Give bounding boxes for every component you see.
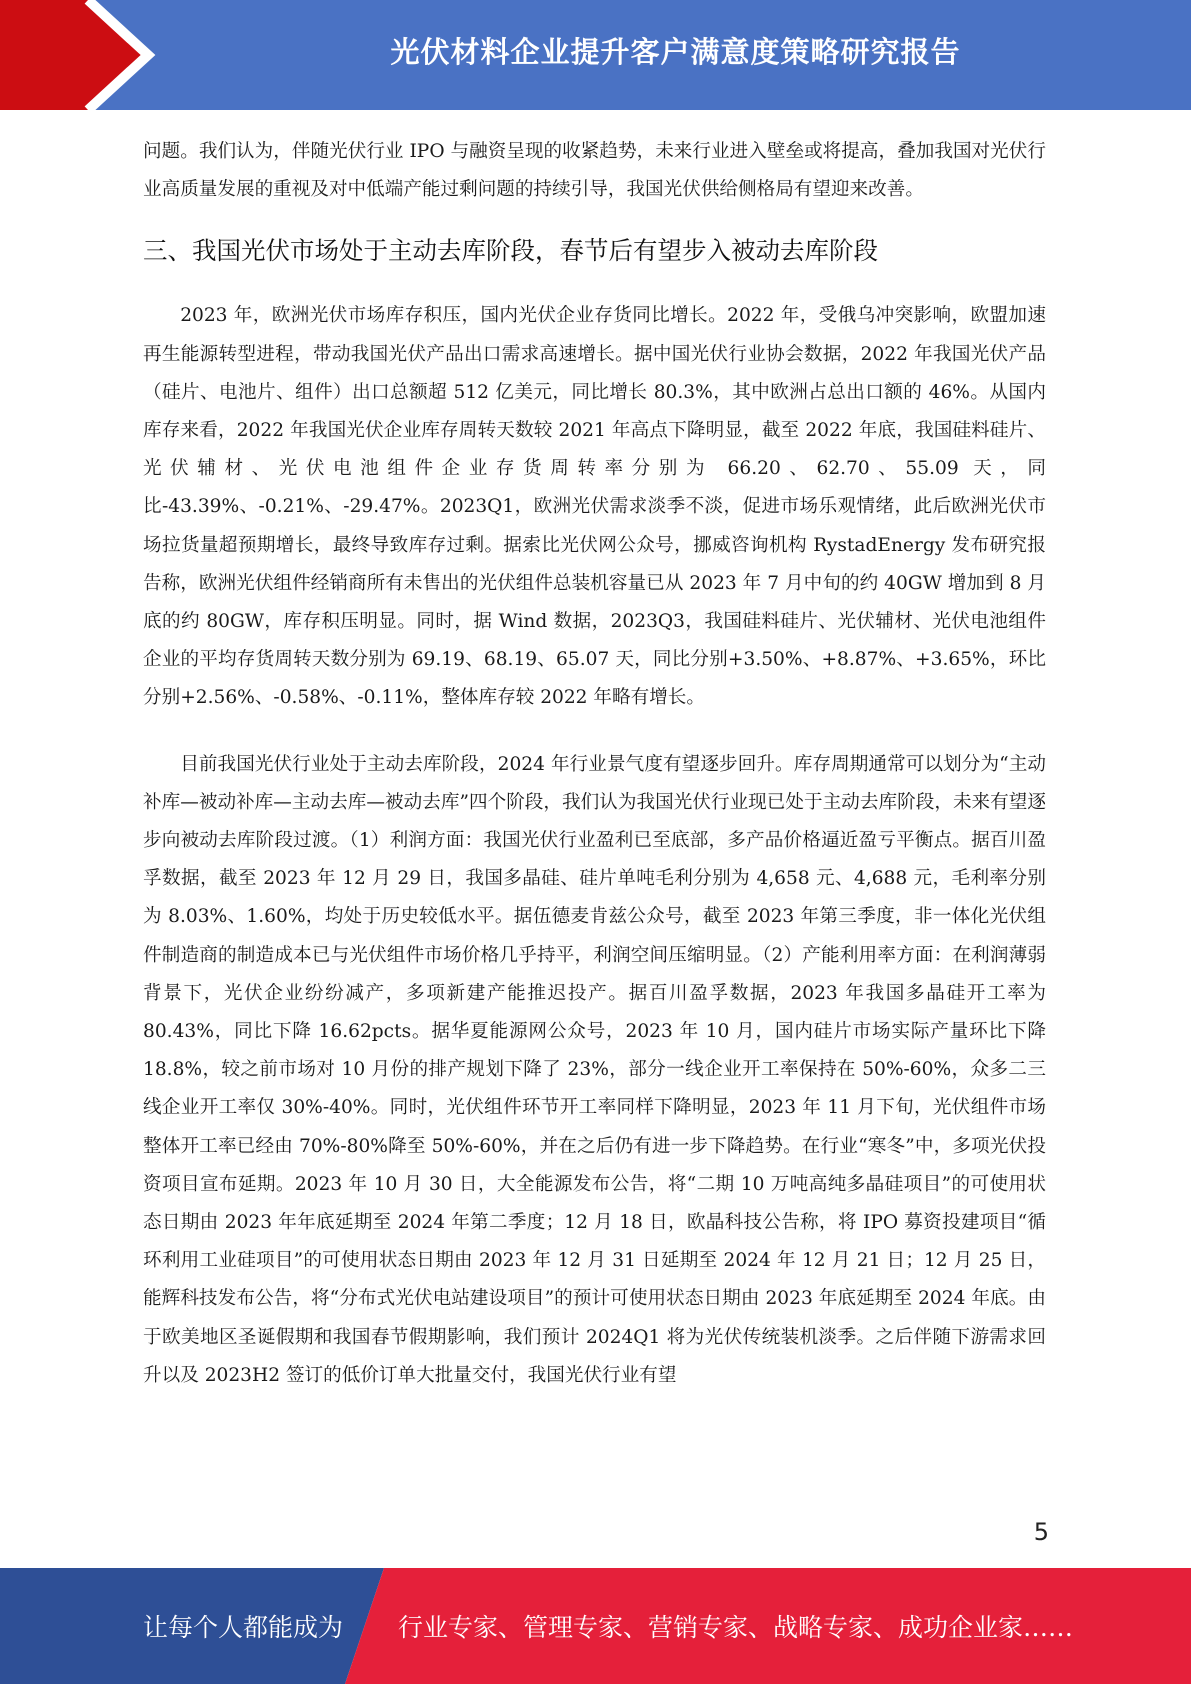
paragraph-inventory-2023: 2023 年，欧洲光伏市场库存积压，国内光伏企业存货同比增长。2022 年，受俄乌冲突影响，欧盟加速再生能源转型进程，带动我国光伏产品出口需求高速增长。据中国光伏行业协会数据，2022 年我国光伏产品（硅片、电池片、组件）出口总额超 512 亿美元，同比增长 80.3%，其中欧洲占总出口额的 46%。从国内库存来看，2022 年我国光伏企业库存周转天数较 2021 年高点下降明显，截至 2022 年底，我国硅料硅片、光伏辅材、光伏电池组件企业存货周转率分别为 66.20、62.70、55.09 天，同比-43.39%、-0.21%、-29.47%。2023Q1，欧洲光伏需求淡季不淡，促进市场乐观情绪，此后欧洲光伏市场拉货量超预期增长，最终导致库存过剩。据索比光伏网公众号，挪威咨询机构 RystadEnergy 发布研究报告称，欧洲光伏组件经销商所有未售出的光伏组件总装机容量已从 2023 年 7 月中旬的约 40GW 增加到 8 月底的约 80GW，库存积压明显。同时，据 Wind 数据，2023Q3，我国硅料硅片、光伏辅材、光伏电池组件企业的平均存货周转天数分别为 69.19、68.19、65.07 天，同比分别+3.50%、+8.87%、+3.65%，环比分别+2.56%、-0.58%、-0.11%，整体库存较 2022 年略有增长。	[143, 305, 1046, 709]
section-heading: 三、我国光伏市场处于主动去库阶段，春节后有望步入被动去库阶段	[143, 236, 878, 266]
paragraph-destocking-stage: 目前我国光伏行业处于主动去库阶段，2024 年行业景气度有望逐步回升。库存周期通常可以划分为“主动补库—被动补库—主动去库—被动去库”四个阶段，我们认为我国光伏行业现已处于主动去库阶段，未来有望逐步向被动去库阶段过渡。（1）利润方面：我国光伏行业盈利已至底部，多产品价格逼近盈亏平衡点。据百川盈孚数据，截至 2023 年 12 月 29 日，我国多晶硅、硅片单吨毛利分别为 4,658 元、4,688 元，毛利率分别为 8.03%、1.60%，均处于历史较低水平。据伍德麦肯兹公众号，截至 2023 年第三季度，非一体化光伏组件制造商的制造成本已与光伏组件市场价格几乎持平，利润空间压缩明显。（2）产能利用率方面：在利润薄弱背景下，光伏企业纷纷减产，多项新建产能推迟投产。据百川盈孚数据，2023 年我国多晶硅开工率为 80.43%，同比下降 16.62pcts。据华夏能源网公众号，2023 年 10 月，国内硅片市场实际产量环比下降 18.8%，较之前市场对 10 月份的排产规划下降了 23%，部分一线企业开工率保持在 50%-60%，众多二三线企业开工率仅 30%-40%。同时，光伏组件环节开工率同样下降明显，2023 年 11 月下旬，光伏组件市场整体开工率已经由 70%-80%降至 50%-60%，并在之后仍有进一步下降趋势。在行业“寒冬”中，多项光伏投资项目宣布延期。2023 年 10 月 30 日，大全能源发布公告，将“二期 10 万吨高纯多晶硅项目”的可使用状态日期由 2023 年年底延期至 2024 年第二季度；12 月 18 日，欧晶科技公告称，将 IPO 募资投建项目“循环利用工业硅项目”的可使用状态日期由 2023 年 12 月 31 日延期至 2024 年 12 月 21 日；12 月 25 日，能辉科技发布公告，将“分布式光伏电站建设项目”的预计可使用状态日期由 2023 年底延期至 2024 年底。由于欧美地区圣诞假期和我国春节假期影响，我们预计 2024Q1 将为光伏传统装机淡季。之后伴随下游需求回升以及 2023H2 签订的低价订单大批量交付，我国光伏行业有望	[143, 753, 1046, 1386]
document-body	[143, 133, 1046, 1395]
page-number: 5	[1033, 1518, 1049, 1546]
page-footer	[0, 1568, 1191, 1684]
page-header	[0, 0, 1191, 110]
paragraph-continued: 问题。我们认为，伴随光伏行业 IPO 与融资呈现的收紧趋势，未来行业进入壁垒或将提高，叠加我国对光伏行业高质量发展的重视及对中低端产能过剩问题的持续引导，我国光伏供给侧格局有望迎来改善。	[143, 141, 1046, 201]
footer-slogan-right: 行业专家、管理专家、营销专家、战略专家、成功企业家……	[398, 1613, 1074, 1642]
report-title: 光伏材料企业提升客户满意度策略研究报告	[390, 34, 961, 69]
footer-slogan-left: 让每个人都能成为	[143, 1613, 344, 1642]
